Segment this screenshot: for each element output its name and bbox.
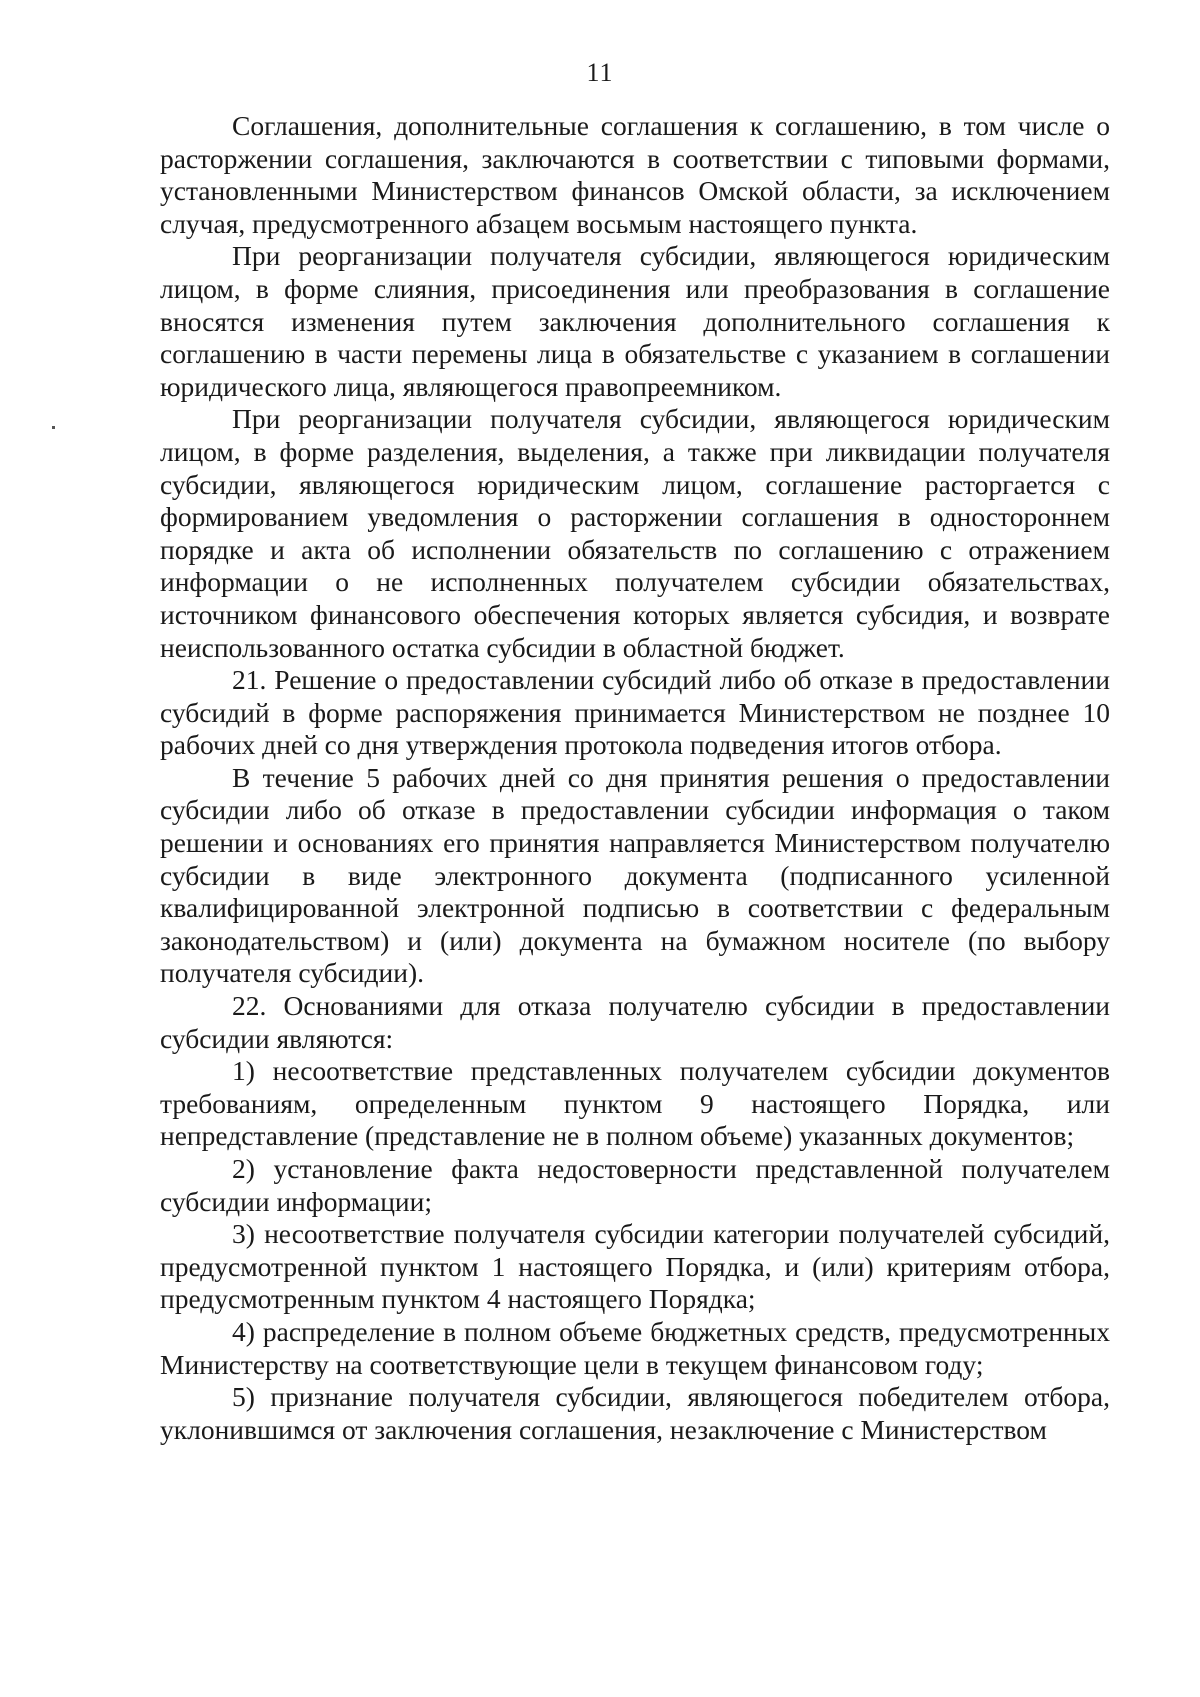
scan-speck — [52, 426, 55, 429]
paragraph-item-22: 22. Основаниями для отказа получателю субсидии в предоставлении субсидии являются: — [160, 990, 1110, 1054]
list-item-1: 1) несоответствие представленных получателем субсидии документов требованиям, определенным пунктом 9 настоящего Порядка, или непредставление (представление не в полном объеме) указанных документов; — [160, 1055, 1110, 1152]
list-item-4: 4) распределение в полном объеме бюджетных средств, предусмотренных Министерству на соответствующие цели в текущем финансовом году; — [160, 1315, 1110, 1380]
list-item-5: 5) признание получателя субсидии, являющегося победителем отбора, уклонившимся от заключения соглашения, незаключение с Министерством — [160, 1381, 1110, 1445]
page-number: 11 — [586, 58, 614, 87]
document-body — [160, 110, 1110, 1446]
paragraph-agreements-forms: Соглашения, дополнительные соглашения к соглашению, в том числе о расторжении соглашения, заключаются в соответствии с типовыми формами, установленными Министерством финансов Омской области, за исключением случая, предусмотренного абзацем восьмым настоящего пункта. — [160, 110, 1110, 239]
list-item-2: 2) установление факта недостоверности представленной получателем субсидии информации; — [160, 1153, 1110, 1217]
paragraph-item-21: 21. Решение о предоставлении субсидий либо об отказе в предоставлении субсидий в форме распоряжения принимается Министерством не позднее 10 рабочих дней со дня утверждения протокола подведения итогов отбора. — [160, 664, 1110, 761]
list-item-3: 3) несоответствие получателя субсидии категории получателей субсидий, предусмотренной пунктом 1 настоящего Порядка, и (или) критериям отбора, предусмотренным пунктом 4 настоящего Порядка; — [160, 1218, 1110, 1315]
paragraph-reorganization-division: При реорганизации получателя субсидии, являющегося юридическим лицом, в форме разделения, выделения, а также при ликвидации получателя субсидии, являющегося юридическим лицом, соглашение расторгается с формированием уведомления о расторжении соглашения в одностороннем порядке и акта об исполнении обязательств по соглашению с отражением информации о не исполненных получателем субсидии обязательствах, источником финансового обеспечения которых является субсидия, и возврате неиспользованного остатка субсидии в областной бюджет. — [160, 403, 1110, 663]
paragraph-reorganization-merger: При реорганизации получателя субсидии, являющегося юридическим лицом, в форме слияния, присоединения или преобразования в соглашение вносятся изменения путем заключения дополнительного соглашения к соглашению в части перемены лица в обязательстве с указанием в соглашении юридического лица, являющегося правопреемником. — [160, 240, 1110, 402]
paragraph-notification: В течение 5 рабочих дней со дня принятия решения о предоставлении субсидии либо об отказе в предоставлении субсидии информация о таком решении и основаниях его принятия направляется Министерством получателю субсидии в виде электронного документа (подписанного усиленной квалифицированной электронной подписью в соответствии с федеральным законодательством) и (или) документа на бумажном носителе (по выбору получателя субсидии). — [160, 761, 1110, 989]
